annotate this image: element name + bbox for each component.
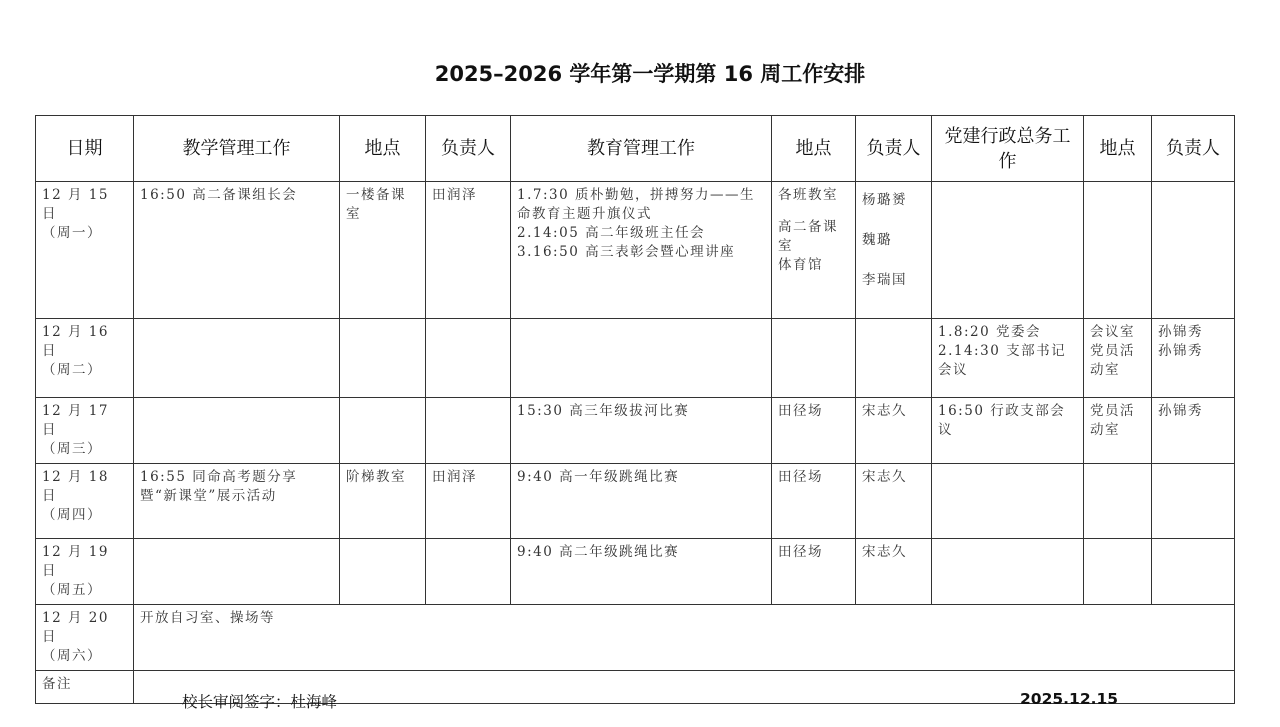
- education-task-item: 3.16:50 高三表彰会暨心理讲座: [517, 244, 736, 260]
- header-education-owner: 负责人: [856, 116, 932, 182]
- remarks-label: 备注: [36, 671, 134, 704]
- party-place-cell: [1084, 319, 1152, 398]
- education-task-item: 1.7:30 质朴勤勉，拼搏努力——生命教育主题升旗仪式: [517, 187, 755, 222]
- education-place-item: 体育馆: [778, 257, 823, 273]
- table-row: [36, 605, 1235, 671]
- party-owner-cell: [1152, 182, 1235, 319]
- party-owner-cell: 孙锦秀: [1152, 398, 1235, 464]
- education-task-item: 2.14:05 高二年级班主任会: [517, 225, 706, 241]
- education-task-cell: 9:40 高一年级跳绳比赛: [511, 464, 772, 539]
- teaching-place-cell: 一楼备课室: [340, 182, 426, 319]
- party-owner-cell: [1152, 539, 1235, 605]
- teaching-task-cell: 16:55 同命高考题分享暨“新课堂”展示活动: [134, 464, 340, 539]
- weekday-text: （周一）: [42, 225, 102, 241]
- party-task-cell: [932, 182, 1084, 319]
- party-place-item: 党员活动室: [1090, 343, 1135, 378]
- education-owner-cell: 宋志久: [856, 539, 932, 605]
- teaching-place-cell: 阶梯教室: [340, 464, 426, 539]
- table-row: [36, 398, 1235, 464]
- principal-signature: 校长审阅签字：杜海峰: [182, 693, 338, 711]
- teaching-task-cell: 16:50 高二备课组长会: [134, 182, 340, 319]
- footer-date: 2025.12.15: [1020, 690, 1119, 708]
- party-task-cell: [932, 464, 1084, 539]
- teaching-task-cell: [134, 539, 340, 605]
- education-owner-cell: 宋志久: [856, 464, 932, 539]
- date-cell: [36, 398, 134, 464]
- header-teaching: 教学管理工作: [134, 116, 340, 182]
- teaching-owner-cell: [426, 319, 511, 398]
- education-place-cell: [772, 182, 856, 319]
- party-place-item: 会议室: [1090, 324, 1135, 340]
- table-row: [36, 319, 1235, 398]
- date-text: 12 月 19 日: [42, 544, 109, 579]
- party-owner-cell: [1152, 464, 1235, 539]
- party-place-cell: [1084, 539, 1152, 605]
- party-task-cell: [932, 319, 1084, 398]
- saturday-note-cell: 开放自习室、操场等: [134, 605, 1235, 671]
- education-owner-item: 魏璐: [862, 232, 892, 248]
- party-place-cell: 党员活动室: [1084, 398, 1152, 464]
- table-row: [36, 182, 1235, 319]
- header-education-place: 地点: [772, 116, 856, 182]
- weekday-text: （周五）: [42, 582, 102, 598]
- education-place-cell: [772, 319, 856, 398]
- education-place-cell: 田径场: [772, 464, 856, 539]
- teaching-owner-cell: 田润泽: [426, 464, 511, 539]
- date-text: 12 月 17 日: [42, 403, 109, 438]
- education-place-cell: 田径场: [772, 539, 856, 605]
- date-cell: [36, 539, 134, 605]
- education-owner-item: 杨璐赟: [862, 192, 907, 208]
- education-owner-item: 李瑞国: [862, 272, 907, 288]
- party-task-item: 1.8:20 党委会: [938, 324, 1041, 340]
- weekday-text: （周二）: [42, 362, 102, 378]
- schedule-table: [35, 115, 1235, 704]
- teaching-task-cell: [134, 398, 340, 464]
- header-row: [36, 116, 1235, 182]
- teaching-owner-cell: [426, 398, 511, 464]
- party-task-cell: [932, 539, 1084, 605]
- education-place-cell: 田径场: [772, 398, 856, 464]
- party-place-cell: [1084, 464, 1152, 539]
- page-title: 2025–2026 学年第一学期第 16 周工作安排: [434, 62, 866, 86]
- teaching-place-cell: [340, 539, 426, 605]
- date-text: 12 月 16 日: [42, 324, 109, 359]
- header-party-owner: 负责人: [1152, 116, 1235, 182]
- weekday-text: （周六）: [42, 648, 102, 664]
- header-teaching-place: 地点: [340, 116, 426, 182]
- date-text: 12 月 18 日: [42, 469, 109, 504]
- education-task-cell: [511, 182, 772, 319]
- teaching-owner-cell: 田润泽: [426, 182, 511, 319]
- teaching-task-cell: [134, 319, 340, 398]
- party-place-cell: [1084, 182, 1152, 319]
- weekday-text: （周四）: [42, 507, 102, 523]
- party-owner-cell: [1152, 319, 1235, 398]
- teaching-owner-cell: [426, 539, 511, 605]
- table-row: [36, 464, 1235, 539]
- education-task-cell: [511, 319, 772, 398]
- education-owner-cell: [856, 182, 932, 319]
- header-education: 教育管理工作: [511, 116, 772, 182]
- education-owner-cell: [856, 319, 932, 398]
- party-owner-item: 孙锦秀: [1158, 324, 1203, 340]
- education-owner-cell: 宋志久: [856, 398, 932, 464]
- teaching-place-cell: [340, 398, 426, 464]
- weekday-text: （周三）: [42, 441, 102, 457]
- header-teaching-owner: 负责人: [426, 116, 511, 182]
- education-task-cell: 9:40 高二年级跳绳比赛: [511, 539, 772, 605]
- education-place-item: 高二备课室: [778, 219, 838, 254]
- party-task-cell: 16:50 行政支部会议: [932, 398, 1084, 464]
- header-party-place: 地点: [1084, 116, 1152, 182]
- header-party: 党建行政总务工作: [932, 116, 1084, 182]
- date-cell: [36, 182, 134, 319]
- education-place-item: 各班教室: [778, 187, 838, 203]
- education-task-cell: 15:30 高三年级拔河比赛: [511, 398, 772, 464]
- date-text: 12 月 15 日: [42, 187, 109, 222]
- date-cell: [36, 319, 134, 398]
- header-date: 日期: [36, 116, 134, 182]
- table-row: [36, 539, 1235, 605]
- date-cell: [36, 464, 134, 539]
- date-cell: [36, 605, 134, 671]
- date-text: 12 月 20 日: [42, 610, 109, 645]
- party-owner-item: 孙锦秀: [1158, 343, 1203, 359]
- party-task-item: 2.14:30 支部书记会议: [938, 343, 1067, 378]
- teaching-place-cell: [340, 319, 426, 398]
